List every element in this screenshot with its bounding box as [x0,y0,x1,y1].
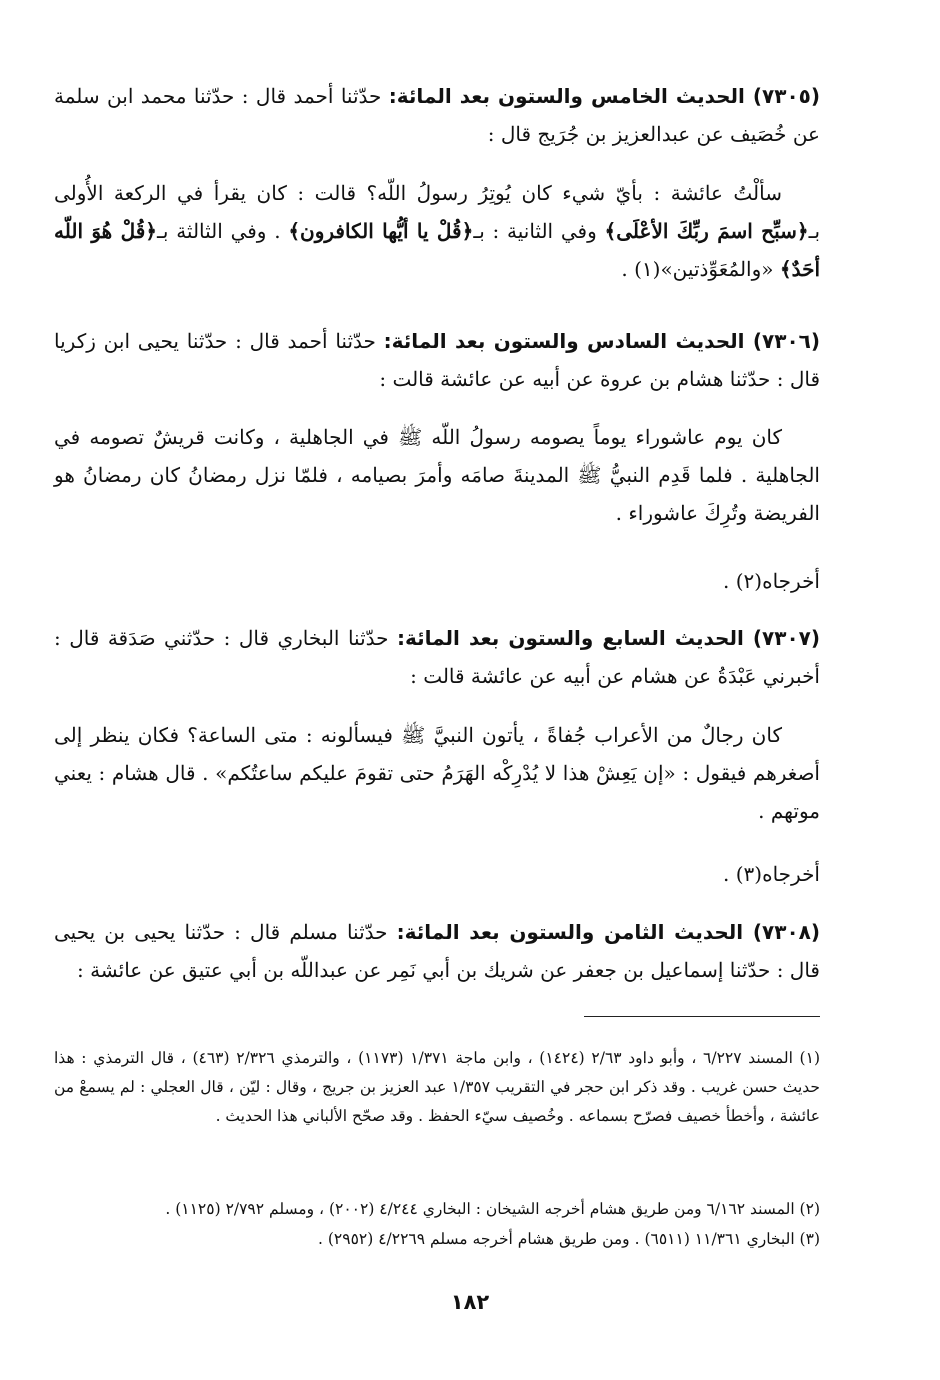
hadith-7307-takhrij: أخرجاه(٣) . [723,862,820,886]
hadith-7307-isnad-text: حدّثنا البخاري قال : حدّثني صَدَقة قال : أخبرني عَبْدَةُ عن هشام عن أبيه عن عائشة قالت : [54,626,820,688]
hadith-7305-text-2: وفي الثانية : بـ [473,219,597,243]
hadith-7305-text-3: . وفي الثالثة بـ [157,219,281,243]
hadith-7307-isnad [54,619,820,695]
footnote-3: (٣) البخاري ١١/٣٦١ (٦٥١١) . ومن طريق هشام أخرجه مسلم ٤/٢٢٦٩ (٢٩٥٢) . [318,1230,820,1248]
hadith-7305-text-1: سألْتُ عائشة : بأيّ شيء كان يُوتِرُ رسولُ اللّه؟ قالت : كان يقرأ في الركعة الأُولى بـ [54,181,821,243]
hadith-7306-heading: (٧٣٠٦) الحديث السادس والستون بعد المائة: [383,329,820,353]
quran-verse-3: ﴿قُلْ هُوَ اللّه أحَدٌ﴾ [54,219,820,281]
footnote-2: (٢) المسند ٦/١٦٢ ومن طريق هشام أخرجه الشيخان : البخاري ٤/٢٤٤ (٢٠٠٢) ، ومسلم ٢/٧٩٢ (١١٢٥) . [165,1200,820,1218]
footnote-1: (١) المسند ٦/٢٢٧ ، وأبو داود ٢/٦٣ (١٤٢٤) ، وابن ماجة ١/٣٧١ (١١٧٣) ، والترمذي ٢/٣٢٦ (٤٦٣) ، قال الترمذي : هذا حديث حسن غريب . وقد ذكر ابن حجر في التقريب ١/٣٥٧ عبد العزيز بن جريج ، وقال : ليّن ، قال العجلي : لم يسمعْ من عائشة ، وأخطأ خصيف فصرّح بسماعه . وخُصيف سيّء الحفظ . وقد صحّح الألباني هذا الحديث . [54,1049,820,1125]
hadith-7307-heading: (٧٣٠٧) الحديث السابع والستون بعد المائة: [396,626,821,650]
hadith-7305-isnad-text: حدّثنا أحمد قال : حدّثنا محمد ابن سلمة عن خُصَيف عن عبدالعزيز بن جُرَيج قال : [54,84,820,146]
quran-verse-2: ﴿قُلْ يا أيُّها الكافرون﴾ [288,219,474,243]
hadith-7305-isnad [54,77,820,153]
quran-verse-1: ﴿سبِّح اسمَ ربِّكَ الأعْلَى﴾ [604,219,809,243]
hadith-7305-text-4: «والمُعَوِّذتين»(١) . [621,257,774,281]
hadith-7308-isnad-text: حدّثنا مسلم قال : حدّثنا يحيى بن يحيى قال : حدّثنا إسماعيل بن جعفر عن شريك بن أبي نَمِر عن عبداللّه بن أبي عتيق عن عائشة : [54,920,820,982]
hadith-7306-isnad [54,322,820,398]
hadith-7308-heading: (٧٣٠٨) الحديث الثامن والستون بعد المائة: [396,920,820,944]
hadith-7306-takhrij: أخرجاه(٢) . [723,569,820,593]
hadith-7305-text [54,174,820,288]
hadith-7308-isnad [54,913,820,989]
hadith-7305-heading: (٧٣٠٥) الحديث الخامس والستون بعد المائة: [388,84,821,108]
hadith-7306-text: كان يوم عاشوراء يوماً يصومه رسولُ اللّه ﷺ في الجاهلية ، وكانت قريشٌ تصومه في الجاهلية . فلما قَدِم النبيُّ ﷺ المدينةَ صامَه وأمرَ بصيامه ، فلمّا نزل رمضانُ كان رمضانُ هو الفريضة وتُرِكَ عاشوراء . [54,425,820,525]
hadith-7307-text: كان رجالٌ من الأعراب جُفاةً ، يأتون النبيَّ ﷺ فيسألونه : متى الساعة؟ فكان ينظر إلى أصغرهم فيقول : «إن يَعِشْ هذا لا يُدْرِكْه الهَرَمُ حتى تقومَ عليكم ساعتُكم» . قال هشام : يعني موتهم . [54,723,820,823]
footnote-separator [584,1016,820,1017]
hadith-7306-isnad-text: حدّثنا أحمد قال : حدّثنا يحيى ابن زكريا قال : حدّثنا هشام بن عروة عن أبيه عن عائشة قالت : [54,329,820,391]
page-number: ١٨٢ [450,1290,490,1314]
